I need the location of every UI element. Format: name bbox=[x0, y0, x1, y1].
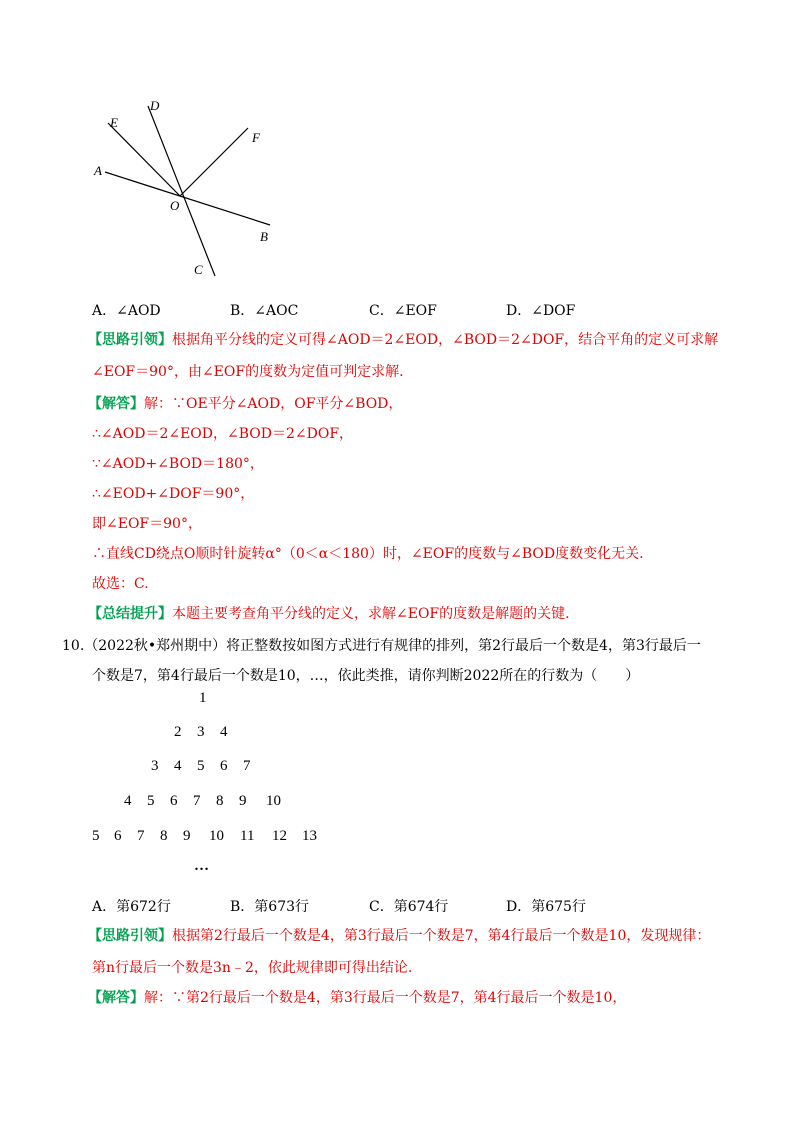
triangle-number: 10 bbox=[209, 828, 224, 844]
q9-summary-text: 本题主要考查角平分线的定义，求解∠EOF的度数是解题的关键. bbox=[172, 606, 570, 622]
triangle-number: 9 bbox=[239, 793, 247, 809]
triangle-number: 11 bbox=[240, 828, 255, 844]
point-label-f: F bbox=[252, 130, 260, 145]
triangle-number: 7 bbox=[193, 793, 201, 809]
q10-analysis-tag: 【思路引领】 bbox=[88, 928, 172, 944]
triangle-number: 4 bbox=[220, 724, 228, 740]
triangle-number: 2 bbox=[174, 724, 182, 740]
triangle-number: 9 bbox=[183, 828, 191, 844]
triangle-number: 8 bbox=[216, 793, 224, 809]
triangle-number: 5 bbox=[147, 793, 155, 809]
q10-stem-text1: （2022秋•郑州期中）将正整数按如图方式进行有规律的排列，第2行最后一个数是4，第3行最后一 bbox=[84, 638, 701, 654]
q9-analysis-tag: 【思路引领】 bbox=[88, 332, 172, 348]
q10-stem-line1 bbox=[62, 636, 701, 656]
triangle-number: 8 bbox=[160, 828, 168, 844]
q10-analysis-text1: 根据第2行最后一个数是4，第3行最后一个数是7，第4行最后一个数是10，发现规律： bbox=[172, 928, 711, 944]
q10-number: 10. bbox=[62, 638, 85, 654]
triangle-number: 7 bbox=[243, 758, 251, 774]
triangle-number: 4 bbox=[174, 758, 182, 774]
q9-solution-line6: ∴直线CD绕点O顺时针旋转α°（0＜α＜180）时，∠EOF的度数与∠BOD度数变化无关. bbox=[92, 546, 644, 562]
triangle-number: 5 bbox=[92, 828, 100, 844]
q10-option-b[interactable]: B．第673行 bbox=[230, 899, 310, 915]
triangle-number: 6 bbox=[220, 758, 228, 774]
triangle-number: 4 bbox=[124, 793, 132, 809]
q10-option-a[interactable]: A．第672行 bbox=[92, 899, 171, 915]
triangle-number: 12 bbox=[272, 828, 287, 844]
triangle-number: 7 bbox=[137, 828, 145, 844]
triangle-number: 3 bbox=[151, 758, 159, 774]
triangle-number: 13 bbox=[302, 828, 317, 844]
q10-option-c[interactable]: C．第674行 bbox=[369, 899, 449, 915]
q9-summary bbox=[88, 604, 570, 624]
point-label-e: E bbox=[110, 115, 118, 130]
q9-solution-line2: ∴∠AOD＝2∠EOD，∠BOD＝2∠DOF， bbox=[92, 426, 354, 442]
triangle-number: 6 bbox=[114, 828, 122, 844]
q9-option-b[interactable]: B．∠AOC bbox=[230, 303, 299, 319]
triangle-number: 5 bbox=[197, 758, 205, 774]
q9-analysis-line2: ∠EOF＝90°，由∠EOF的度数为定值可判定求解. bbox=[92, 364, 404, 380]
q10-solution-text1: 解：∵第2行最后一个数是4，第3行最后一个数是7，第4行最后一个数是10， bbox=[144, 990, 627, 1006]
q9-solution-line4: ∴∠EOD+∠DOF＝90°， bbox=[92, 486, 255, 502]
q9-solution-line5: 即∠EOF＝90°， bbox=[92, 516, 202, 532]
triangle-number: 3 bbox=[197, 724, 205, 740]
ray-of bbox=[180, 128, 248, 196]
q10-analysis-line1 bbox=[88, 926, 710, 946]
q10-option-d[interactable]: D．第675行 bbox=[506, 899, 586, 915]
point-label-b: B bbox=[260, 229, 268, 244]
q9-analysis-line1 bbox=[88, 330, 718, 350]
q9-option-d[interactable]: D．∠DOF bbox=[506, 303, 576, 319]
q9-solution-text1: 解：∵OE平分∠AOD，OF平分∠BOD， bbox=[144, 396, 403, 412]
q10-stem-line2: 个数是7，第4行最后一个数是10，…，依此类推，请你判断2022所在的行数为（ ） bbox=[92, 668, 640, 684]
point-label-o: O bbox=[170, 198, 180, 213]
triangle-number: 1 bbox=[199, 690, 207, 706]
line-ab bbox=[105, 172, 270, 225]
triangle-ellipsis: … bbox=[194, 858, 209, 874]
q9-summary-tag: 【总结提升】 bbox=[88, 606, 172, 622]
line-cd bbox=[148, 106, 215, 276]
point-label-a: A bbox=[94, 163, 102, 178]
point-label-d: D bbox=[150, 98, 160, 113]
point-label-c: C bbox=[194, 262, 203, 277]
q9-solution-tag: 【解答】 bbox=[88, 396, 144, 412]
angle-figure bbox=[80, 90, 300, 290]
q9-option-a[interactable]: A．∠AOD bbox=[92, 303, 161, 319]
q9-option-c[interactable]: C．∠EOF bbox=[369, 303, 437, 319]
q10-solution-line1 bbox=[88, 988, 626, 1008]
q10-analysis-line2: 第n行最后一个数是3n﹣2，依此规律即可得出结论. bbox=[92, 960, 413, 976]
triangle-number: 10 bbox=[266, 793, 281, 809]
q9-analysis-text1: 根据角平分线的定义可得∠AOD＝2∠EOD，∠BOD＝2∠DOF，结合平角的定义可求解 bbox=[172, 332, 719, 348]
triangle-number: 6 bbox=[170, 793, 178, 809]
q9-solution-line7: 故选：C. bbox=[92, 576, 149, 592]
q9-solution-line3: ∵∠AOD+∠BOD＝180°， bbox=[92, 456, 264, 472]
q10-solution-tag: 【解答】 bbox=[88, 990, 144, 1006]
q9-solution-line1 bbox=[88, 394, 402, 414]
